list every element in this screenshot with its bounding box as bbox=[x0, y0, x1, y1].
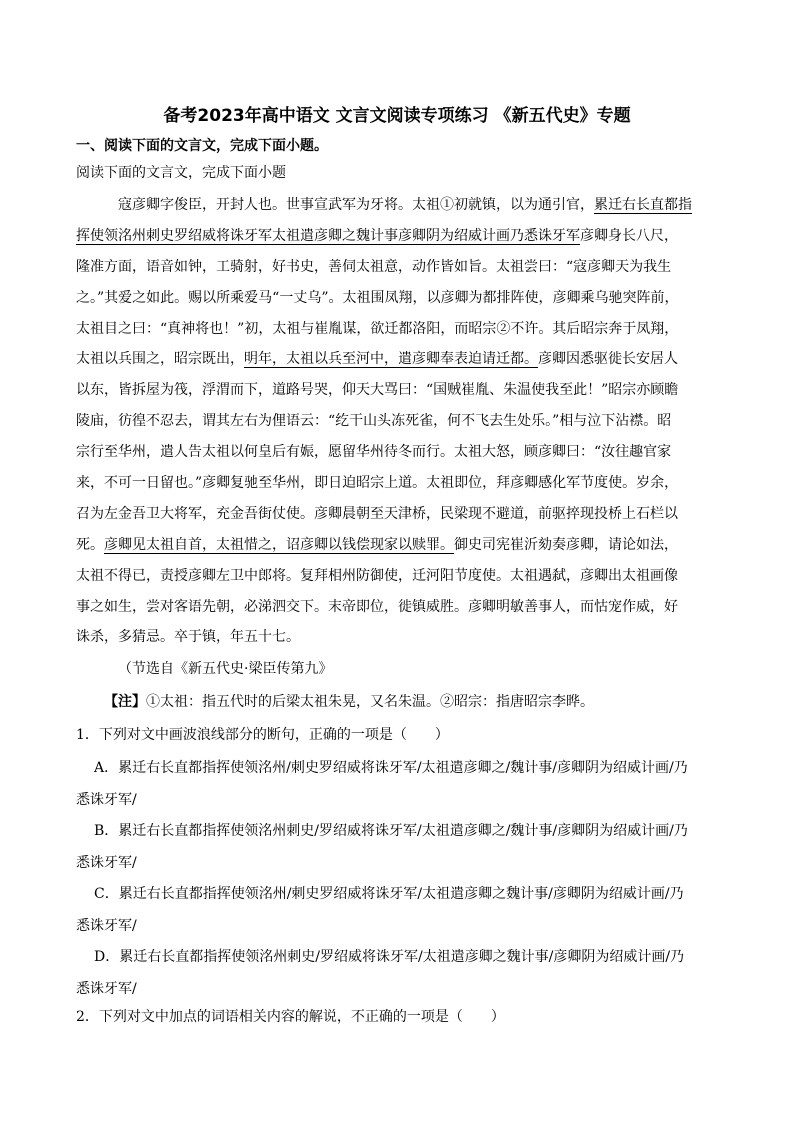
question-1-option-b[interactable] bbox=[76, 821, 724, 884]
passage-text: 彦卿身长八尺， bbox=[580, 227, 678, 244]
passage-line: 隆准方面，语音如钟，工骑射，好书史，善伺太祖意，动作皆如旨。太祖尝曰：“寇彦卿天为我生 bbox=[76, 258, 672, 275]
passage-line: 太祖不得已，责授彦卿左卫中郎将。复拜相州防御使，迁河阳节度使。太祖遇弑，彦卿出太祖画像 bbox=[76, 567, 678, 584]
section-heading: 一、阅读下面的文言文，完成下面小题。 bbox=[76, 138, 328, 154]
question-1-option-d[interactable] bbox=[76, 947, 724, 1010]
question-1-option-c[interactable] bbox=[76, 884, 724, 947]
passage-text: 死。 bbox=[76, 536, 104, 553]
passage-text: 彦卿因悉驱徙长安居人 bbox=[538, 351, 678, 368]
passage-line: 事之如生，尝对客语先朝，必涕泗交下。末帝即位，徙镇威胜。彦卿明敏善事人，而怙宠作威，好 bbox=[76, 598, 678, 615]
passage-line: 以东，皆拆屋为筏，浮渭而下，道路号哭，仰天大骂曰：“国贼崔胤、朱温使我至此！”昭宗亦顾瞻 bbox=[76, 382, 679, 399]
classical-passage bbox=[76, 190, 721, 653]
note-text: ①太祖：指五代时的后梁太祖朱晃，又名朱温。②昭宗：指唐昭宗李晔。 bbox=[146, 694, 594, 710]
annotation-note bbox=[104, 692, 594, 712]
passage-line: 来，不可一日留也。”彦卿复驰至华州，即日迫昭宗上道。太祖即位，拜彦卿感化军节度使。岁余， bbox=[76, 475, 679, 492]
passage-line: 宗行至华州，遣人告太祖以何皇后有娠，愿留华州待冬而行。太祖大怒，顾彦卿曰：“汝往趣官家 bbox=[76, 444, 672, 461]
option-line: B．累迁右长直都指挥使领洺州刺史/罗绍威将诛牙军/太祖遣彦卿之/魏计事/彦卿阴为绍威计画/乃 bbox=[94, 823, 688, 839]
wavy-underlined-text: 累迁右长直都指 bbox=[594, 197, 692, 213]
option-line: C．累迁右长直都指挥使领洺州/刺史罗绍威将诛牙军/太祖遣彦卿之魏计事/彦卿阴为绍威计画/乃 bbox=[94, 886, 684, 902]
reading-instruction: 阅读下面的文言文，完成下面小题 bbox=[76, 165, 286, 181]
passage-text: 寇彦卿字俊臣，开封人也。世事宣武军为牙将。太祖①初就镇，以为通引官， bbox=[118, 197, 594, 213]
question-2-stem: 2．下列对文中加点的词语相关内容的解说，不正确的一项是（ ） bbox=[76, 1009, 505, 1025]
passage-line bbox=[76, 190, 721, 221]
option-line: 悉诛牙军/ bbox=[76, 917, 137, 934]
passage-line: 陵庙，彷徨不忍去，谓其左右为俚语云：“纥干山头冻死雀，何不飞去生处乐。”相与泣下沾襟。昭 bbox=[76, 413, 672, 430]
underlined-sentence: 明年，太祖以兵至河中，遣彦卿奉表迫请迁都。 bbox=[244, 351, 538, 368]
passage-line bbox=[76, 221, 721, 252]
passage-line: 太祖目之曰：“真神将也！”初，太祖与崔胤谋，欲迁都洛阳，而昭宗②不许。其后昭宗奔于凤翔， bbox=[76, 320, 679, 337]
question-1-stem: 1．下列对文中画波浪线部分的断句，正确的一项是（ ） bbox=[76, 727, 449, 743]
option-line: 悉诛牙军/ bbox=[76, 854, 137, 871]
wavy-underlined-text: 挥使领洺州刺史罗绍威将诛牙军太祖遣彦卿之魏计事彦卿阴为绍威计画乃悉诛牙军 bbox=[76, 227, 580, 244]
underlined-sentence: 彦卿见太祖自首，太祖惜之，诏彦卿以钱偿现家以赎罪。 bbox=[104, 536, 454, 553]
passage-text: 御史司宪崔沂劾奏彦卿，请论如法， bbox=[454, 536, 678, 553]
source-citation: （节选自《新五代史·梁臣传第九》 bbox=[118, 661, 333, 677]
note-label: 【注】 bbox=[104, 694, 146, 710]
passage-text: 太祖以兵围之，昭宗既出， bbox=[76, 351, 244, 368]
passage-line bbox=[76, 344, 721, 375]
passage-line bbox=[76, 530, 721, 561]
option-line: 悉诛牙军/ bbox=[76, 791, 137, 808]
passage-line: 诛杀，多猜忌。卒于镇，年五十七。 bbox=[76, 629, 300, 646]
question-1-option-a[interactable] bbox=[76, 758, 724, 821]
option-line: A．累迁右长直都指挥使领洺州/刺史罗绍威将诛牙军/太祖遣彦卿之/魏计事/彦卿阴为绍威计画/乃 bbox=[94, 760, 688, 776]
passage-line: 之。”其爱之如此。赐以所乘爱马“一丈乌”。太祖围凤翔，以彦卿为都排阵使，彦卿乘乌驰突阵前， bbox=[76, 289, 679, 306]
option-line: D．累迁右长直都指挥使领洺州刺史/罗绍威将诛牙军/太祖遣彦卿之魏计事/彦卿阴为绍威计画/乃 bbox=[94, 949, 685, 965]
page-title: 备考2023年高中语文 文言文阅读专项练习 《新五代史》专题 bbox=[163, 106, 631, 126]
passage-line: 召为左金吾卫大将军，充金吾街仗使。彦卿晨朝至天津桥，民梁现不避道，前驱捽现投桥上石栏以 bbox=[76, 505, 678, 522]
option-line: 悉诛牙军/ bbox=[76, 980, 137, 997]
